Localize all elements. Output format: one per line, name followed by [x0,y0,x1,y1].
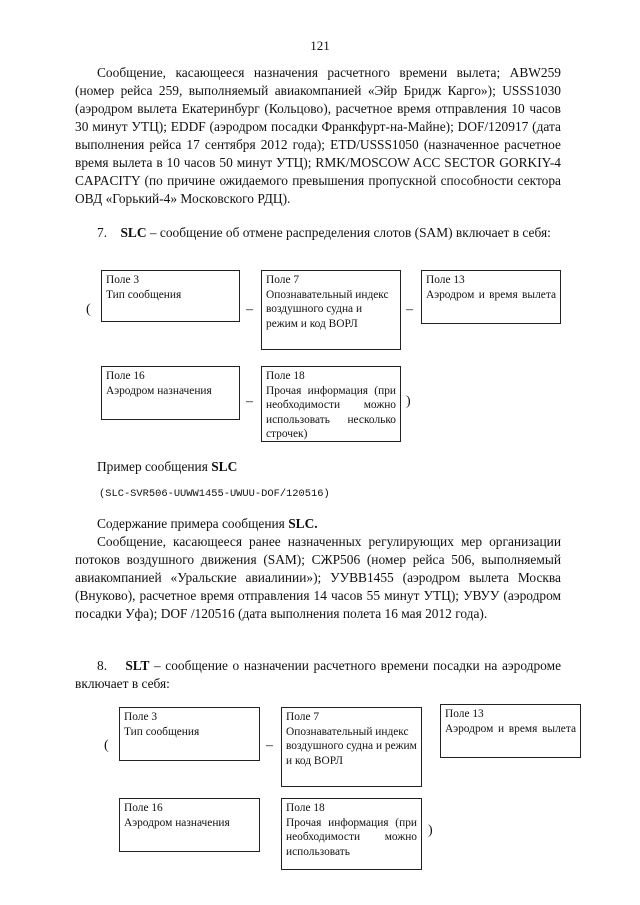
section-7-text: – сообщение об отмене распределения слотов (SAM) включает в себя: [146,225,551,240]
field-13-label: Поле 13 [426,274,465,286]
example-title-prefix: Пример сообщения [97,459,212,474]
field-16-box [101,366,240,420]
field-7-content: Опознавательный индекс воздушного судна и режим и код ВОРЛ [286,725,417,767]
section-8-code: SLT [125,658,150,673]
field-13-box [440,704,581,758]
open-paren: ( [86,302,91,317]
content-title [97,515,318,533]
section-8-heading [75,657,561,693]
field-16-content: Аэродром назначения [124,816,230,829]
example-title [97,458,237,476]
field-18-content: Прочая информация (при необходимости можно использовать несколько строчек) [266,384,396,440]
field-16-label: Поле 16 [106,370,145,382]
close-paren: ) [406,394,411,409]
content-paragraph [75,533,561,623]
field-18-label: Поле 18 [286,802,325,814]
content-title-code: SLC. [288,516,318,531]
field-3-label: Поле 3 [124,711,158,723]
field-16-content: Аэродром назначения [106,384,212,397]
section-7-heading [75,224,561,242]
dash: – [246,394,253,409]
section-8-number: 8. [97,658,108,673]
field-18-label: Поле 18 [266,370,305,382]
field-7-box [261,270,401,350]
page-number: 121 [310,38,330,53]
field-3-box [101,270,240,322]
field-7-label: Поле 7 [266,274,300,286]
close-paren: ) [428,823,433,838]
paragraph-abw-text: Сообщение, касающееся назначения расчетного времени вылета; ABW259 (номер рейса 259, выполняемый авиакомпанией «Эйр Бридж Карго»); USSS1030 (аэродром вылета Екатеринбург (Кольцово), расчетное время отправления 10 часов 30 минут УТЦ); EDDF (аэродром посадки Франкфурт-на-Майне); DOF/120917 (дата выполнения рейса 17 сентября 2012 года); ETD/USSS1050 (назначенное расчетное время вылета в 10 часов 50 минут УТЦ); RMK/MOSCOW ACC SECTOR GORKIY-4 CAPACITY (по причине ожидаемого превышения пропускной способности сектора ОВД «Горький-4» Московского РДЦ). [75,65,561,206]
example-title-code: SLC [211,459,238,474]
field-3-box [119,707,260,761]
field-13-box [421,270,561,324]
field-3-label: Поле 3 [106,274,140,286]
field-7-label: Поле 7 [286,711,320,723]
field-16-label: Поле 16 [124,802,163,814]
field-18-box [281,798,422,870]
dash: – [266,738,273,753]
field-3-content: Тип сообщения [124,725,200,738]
content-text: Сообщение, касающееся ранее назначенных регулирующих мер организации потоков воздушного движения (SAM); СЖР506 (номер рейса 506, выполняемый авиакомпанией «Уральские авиалинии»); УУВВ1455 (аэродром вылета Москва (Внуково), расчетное время отправления 14 часов 55 минут УТЦ); УВУУ (аэродром посадки Уфа); DOF /120516 (дата выполнения полета 16 мая 2012 года). [75,534,561,621]
field-18-box [261,366,401,442]
field-3-content: Тип сообщения [106,288,182,301]
example-message: (SLC-SVR506-UUWW1455-UWUU-DOF/120516) [99,488,330,500]
section-7-code: SLC [120,225,147,240]
field-13-label: Поле 13 [445,708,484,720]
dash: – [406,302,413,317]
field-16-box [119,798,260,852]
dash: – [246,302,253,317]
field-7-box [281,707,422,787]
paragraph-abw-content [75,64,561,208]
field-18-content: Прочая информация (при необходимости можно использовать [286,816,417,858]
field-13-content: Аэродром и время вылета [426,288,556,301]
content-title-prefix: Содержание примера сообщения [97,516,289,531]
open-paren: ( [104,738,109,753]
field-7-content: Опознавательный индекс воздушного судна и режим и код ВОРЛ [266,288,389,330]
field-13-content: Аэродром и время вылета [445,722,576,735]
section-8-text: – сообщение о назначении расчетного времени посадки на аэродроме включает в себя: [75,658,562,691]
section-7-number: 7. [97,225,108,240]
